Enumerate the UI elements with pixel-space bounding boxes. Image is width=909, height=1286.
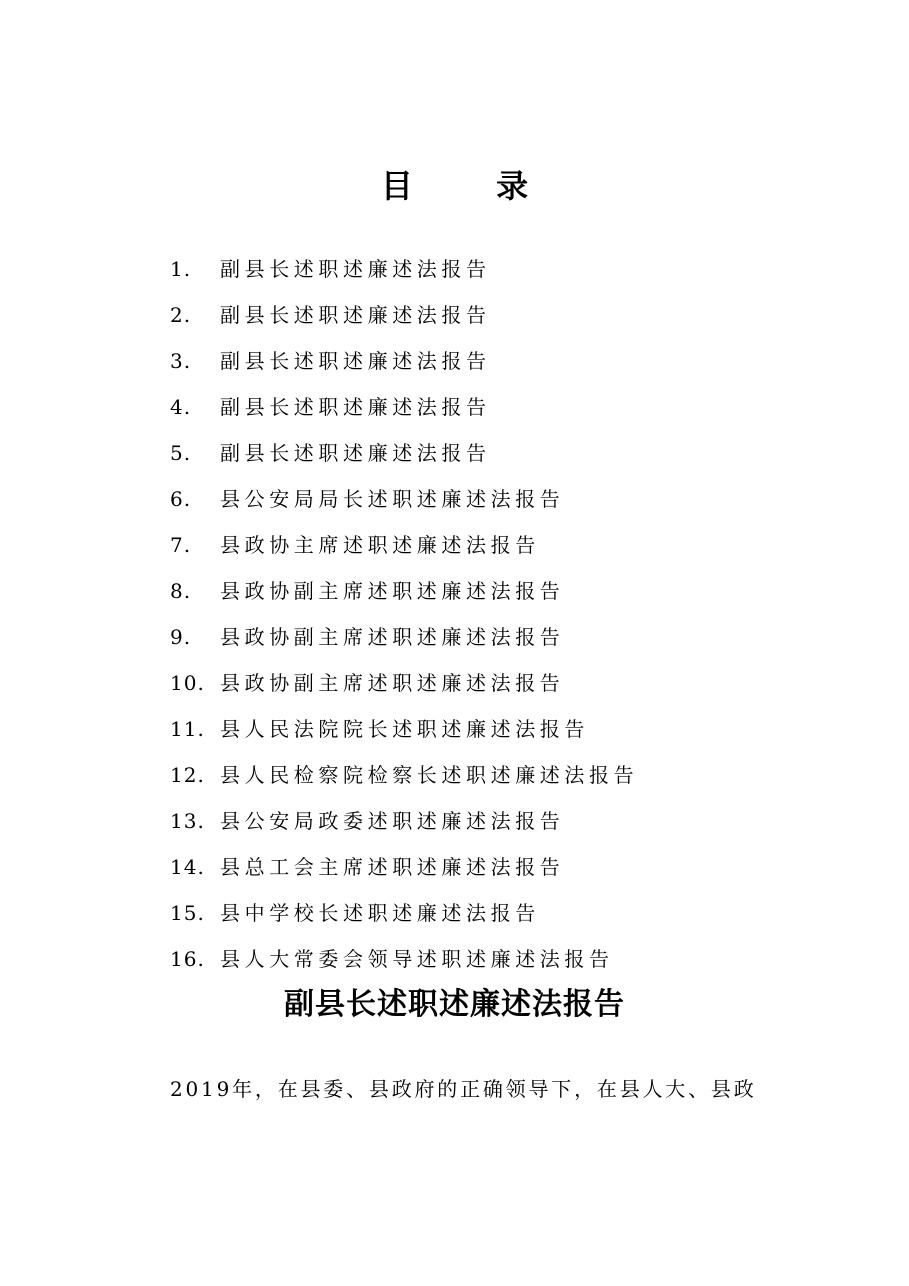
- toc-item-number: 5.: [170, 441, 192, 465]
- toc-item-8[interactable]: [170, 568, 638, 614]
- toc-item-text: 副县长述职述廉述法报告: [220, 349, 491, 373]
- toc-item-16[interactable]: [170, 936, 638, 982]
- toc-item-number: 4.: [170, 395, 192, 419]
- toc-item-13[interactable]: [170, 798, 638, 844]
- toc-item-number: 6.: [170, 487, 192, 511]
- toc-item-text: 副县长述职述廉述法报告: [220, 395, 491, 419]
- toc-item-7[interactable]: [170, 522, 638, 568]
- toc-item-15[interactable]: [170, 890, 638, 936]
- document-heading: 副县长述职述廉述法报告: [284, 987, 625, 1022]
- toc-item-text: 县政协副主席述职述廉述法报告: [220, 579, 565, 603]
- toc-item-3[interactable]: [170, 338, 638, 384]
- toc-item-10[interactable]: [170, 660, 638, 706]
- toc-item-1[interactable]: [170, 246, 638, 292]
- toc-item-5[interactable]: [170, 430, 638, 476]
- toc-item-text: 县政协副主席述职述廉述法报告: [220, 671, 565, 695]
- toc-item-text: 县公安局政委述职述廉述法报告: [220, 809, 565, 833]
- toc-item-text: 县总工会主席述职述廉述法报告: [220, 855, 565, 879]
- toc-item-text: 县中学校长述职述廉述法报告: [220, 901, 540, 925]
- toc-item-number: 10.: [170, 671, 205, 695]
- toc-item-number: 11.: [170, 717, 205, 741]
- toc-item-2[interactable]: [170, 292, 638, 338]
- toc-item-text: 副县长述职述廉述法报告: [220, 441, 491, 465]
- toc-item-14[interactable]: [170, 844, 638, 890]
- toc-item-text: 副县长述职述廉述法报告: [220, 257, 491, 281]
- toc-item-number: 12.: [170, 763, 205, 787]
- toc-item-number: 2.: [170, 303, 192, 327]
- toc-item-6[interactable]: [170, 476, 638, 522]
- toc-item-number: 7.: [170, 533, 192, 557]
- toc-item-text: 县人民法院院长述职述廉述法报告: [220, 717, 589, 741]
- toc-item-11[interactable]: [170, 706, 638, 752]
- toc-item-number: 14.: [170, 855, 205, 879]
- toc-item-text: 县政协副主席述职述廉述法报告: [220, 625, 565, 649]
- toc-title: 目 录: [380, 167, 565, 205]
- toc-item-number: 3.: [170, 349, 192, 373]
- toc-item-number: 1.: [170, 257, 192, 281]
- toc-item-number: 15.: [170, 901, 205, 925]
- toc-item-text: 县人大常委会领导述职述廉述法报告: [220, 947, 614, 971]
- toc-item-9[interactable]: [170, 614, 638, 660]
- toc-item-number: 8.: [170, 579, 192, 603]
- document-paragraph: 2019年，在县委、县政府的正确领导下，在县人大、县政: [170, 1077, 757, 1101]
- toc-item-number: 13.: [170, 809, 205, 833]
- toc-item-text: 县政协主席述职述廉述法报告: [220, 533, 540, 557]
- toc-item-text: 副县长述职述廉述法报告: [220, 303, 491, 327]
- toc-item-4[interactable]: [170, 384, 638, 430]
- toc-list: [170, 246, 638, 982]
- toc-item-number: 9.: [170, 625, 192, 649]
- toc-item-number: 16.: [170, 947, 205, 971]
- toc-item-12[interactable]: [170, 752, 638, 798]
- toc-item-text: 县公安局局长述职述廉述法报告: [220, 487, 565, 511]
- toc-item-text: 县人民检察院检察长述职述廉述法报告: [220, 763, 639, 787]
